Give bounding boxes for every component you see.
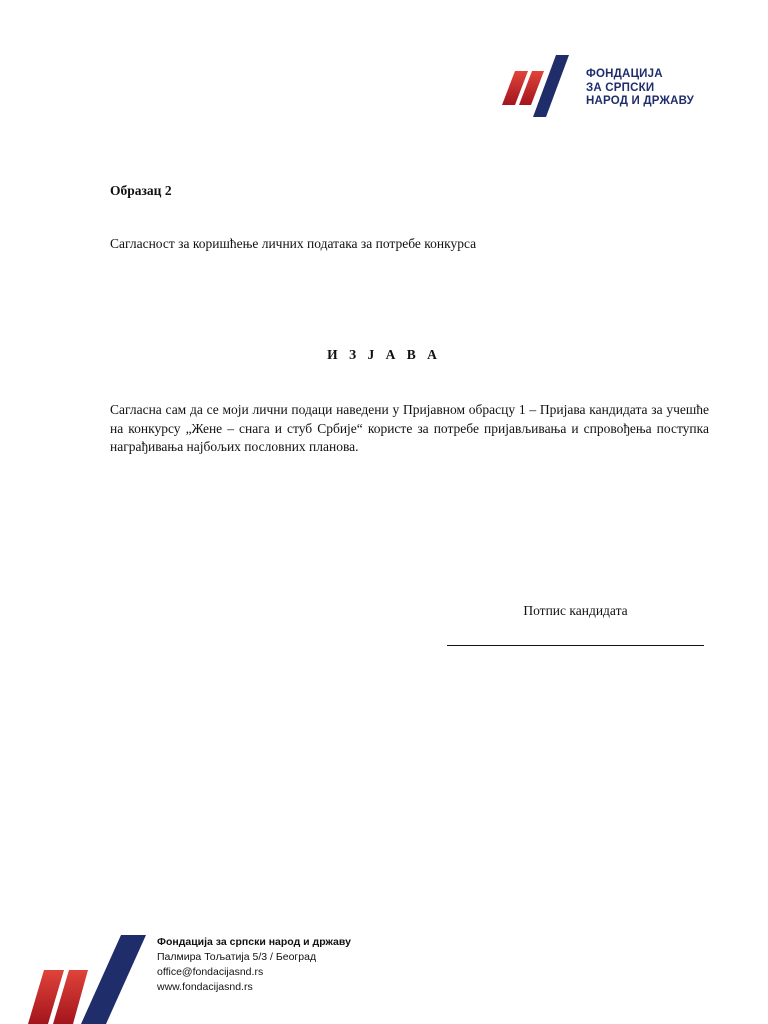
- signature-line: [447, 645, 704, 646]
- foundation-logo-mark: [500, 55, 580, 117]
- declaration-body: Сагласна сам да се моји лични подаци наведени у Пријавном обрасцу 1 – Пријава кандидата за учешће на конкурсу „Жене – снага и стуб Србије“ користе за потребе пријављивања и спровођења поступка награђивања најбољих пословних планова.: [110, 402, 709, 454]
- foundation-logo-text: [586, 68, 694, 109]
- logo-line-3: НАРОД И ДРЖАВУ: [586, 95, 695, 107]
- form-label: Образац 2: [110, 183, 172, 198]
- document-subtitle: Сагласност за коришћење личних података за потребе конкурса: [110, 236, 477, 251]
- footer-website: www.fondacijasnd.rs: [157, 981, 253, 993]
- signature-label: Потпис кандидата: [523, 603, 628, 618]
- footer-org-name: Фондација за српски народ и државу: [157, 936, 351, 948]
- logo-line-2: ЗА СРПСКИ: [586, 81, 655, 94]
- footer-address: Палмира Тољатија 5/3 / Београд: [157, 951, 317, 963]
- footer-contact: [157, 935, 351, 995]
- logo-line-1: ФОНДАЦИЈА: [586, 68, 663, 80]
- footer-logo-mark: [28, 935, 150, 1024]
- footer-email: office@fondacijasnd.rs: [157, 966, 264, 978]
- declaration-title: И З Ј А В А: [327, 347, 441, 362]
